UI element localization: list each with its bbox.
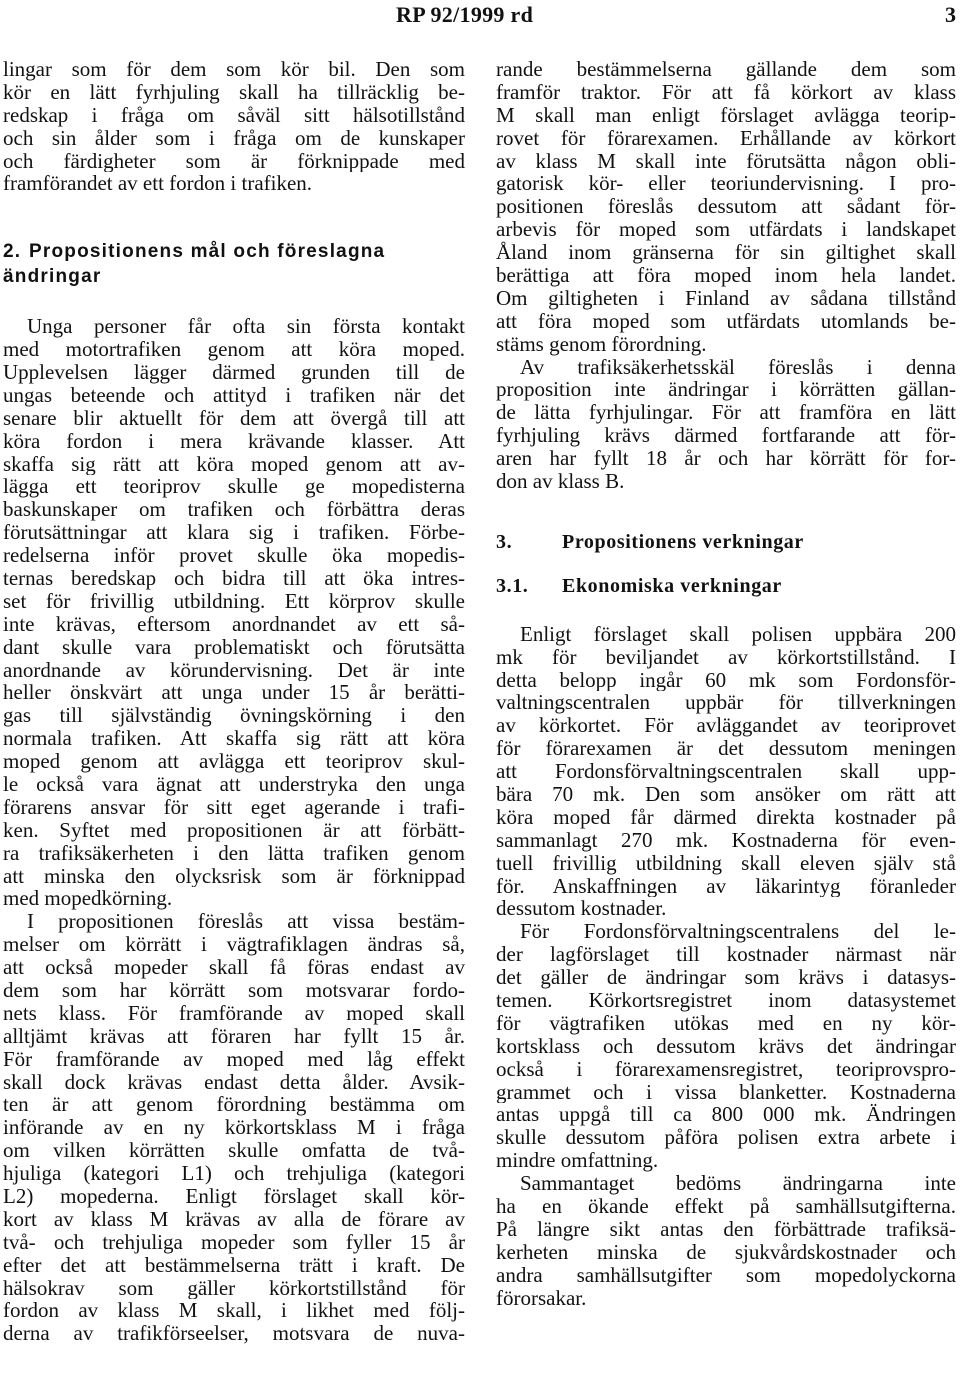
paragraph <box>496 1172 956 1309</box>
text-line: två- och trehjuliga mopeder som fyller 15 år <box>3 1230 465 1254</box>
text-line: att Fordonsförvaltningscentralen skall upp- <box>496 760 956 783</box>
text-line: Upplevelsen lägger därmed grunden till de <box>3 360 465 384</box>
paragraph <box>3 910 465 1345</box>
page-number: 3 <box>945 2 956 27</box>
document-id: RP 92/1999 rd <box>396 2 534 27</box>
section-number: 3.1. <box>496 574 529 597</box>
text-line: ternas beredskap och bidra till att öka intres- <box>3 566 465 590</box>
text-line: och sin ålder som i fråga om de kunskaper <box>3 126 465 150</box>
section-number: 3. <box>496 530 513 553</box>
text-line: kortsklass och dessutom krävs det ändringar <box>496 1034 956 1058</box>
text-line: gatorisk kör- eller teoriundervisning. I pro- <box>496 172 956 196</box>
text-line: nets klass. För framförande av moped skall <box>3 1001 465 1025</box>
text-line: andra samhällsutgifter som mopedolyckorna <box>496 1263 956 1287</box>
text-line: För framförande av moped med låg effekt <box>3 1047 465 1071</box>
text-line: kerheten minska de sjukvårdskostnader och <box>496 1240 956 1264</box>
paragraph <box>3 58 465 195</box>
section-title: Propositionens verkningar <box>562 530 804 553</box>
text-line: På längre sikt antas den förbättrade trafiksä- <box>496 1217 956 1241</box>
text-line: ken. Syftet med propositionen är att förbätt- <box>3 818 465 842</box>
text-line: set för frivillig utbildning. Ett körprov skulle <box>3 589 465 613</box>
text-line: Enligt förslaget skall polisen uppbära 200 <box>520 622 956 646</box>
text-line: mindre omfattning. <box>496 1149 659 1173</box>
text-line: framförandet av ett fordon i trafiken. <box>3 172 313 196</box>
text-line: skall dock krävas endast detta ålder. Avsik- <box>3 1070 465 1094</box>
text-line: hjuliga (kategori L1) och trehjuliga (kategori <box>3 1162 465 1185</box>
text-line: heller önskvärt att unga under 15 år berätti- <box>3 681 465 705</box>
text-line: skaffa sig rätt att köra moped genom att av- <box>3 452 465 476</box>
text-line: efter det att bestämmelserna trätt i kraft. De <box>3 1253 465 1277</box>
text-line: senare blir aktuellt för dem att övergå till att <box>3 406 465 430</box>
text-line: skulle dessutom påföra polisen extra arbete i <box>496 1126 956 1150</box>
text-line: inte krävas, eftersom anordnandet av ett så- <box>3 612 465 636</box>
text-line: le också vara ägnat att understryka den unga <box>3 772 465 796</box>
text-line: förarens ansvar för sitt eget agerande i trafi- <box>3 795 465 819</box>
text-line: temen. Körkortsregistret inom datasystemet <box>496 988 956 1012</box>
text-line: och färdigheter som är förknippade med <box>3 149 465 173</box>
text-line: lingar som för dem som kör bil. Den som <box>3 58 465 81</box>
text-line: rovet för förarexamen. Erhållande av körkort <box>496 126 956 150</box>
text-line: berättiga att föra moped inom hela landet. <box>496 264 956 287</box>
text-line: ten är att genom förordning bestämma om <box>3 1093 465 1117</box>
text-line: att också mopeder skall få föras endast av <box>3 956 465 979</box>
text-line: redelserna inför provet skulle öka mopedis- <box>3 544 465 567</box>
paragraph <box>496 623 956 921</box>
text-line: melser om körrätt i vägtrafiklagen ändras så, <box>3 933 465 957</box>
text-line: bära 70 mk. Den som ansöker om rätt att <box>496 782 956 806</box>
text-line: om vilken körrätten skulle omfatta de två- <box>3 1139 465 1163</box>
text-line: framför traktor. För att få körkort av klass <box>496 80 956 104</box>
text-line: stäms genom förordning. <box>496 332 707 356</box>
text-line: hälsokrav som gäller körkortstillstånd för <box>3 1276 465 1300</box>
text-line: mk för beviljandet av körkortstillstånd. I <box>496 645 956 669</box>
right-column <box>496 58 956 1309</box>
paragraph <box>496 58 956 356</box>
text-line: redskap i fråga om såväl sitt hälsotillstånd <box>3 103 465 127</box>
text-line: för vägtrafiken utökas med en ny kör- <box>496 1011 956 1035</box>
text-line: också i förarexamensregistret, teoriprovspro- <box>496 1057 956 1081</box>
text-line: fordon av klass M skall, i likhet med följ- <box>3 1299 465 1323</box>
text-line: Åland inom gränserna för sin giltighet skall <box>496 241 956 265</box>
section-number: 2. <box>3 241 22 263</box>
text-line: att minska den olycksrisk som är förknippad <box>3 864 465 888</box>
text-line: normala trafiken. Att skaffa sig rätt att köra <box>3 727 465 751</box>
text-line: införande av en ny körkortsklass M i fråga <box>3 1116 465 1140</box>
page-header <box>0 0 960 40</box>
paragraph <box>496 356 956 493</box>
text-line: baskunskaper om trafiken och förbättra deras <box>3 498 465 522</box>
text-line: ha en ökande effekt på samhällsutgifterna. <box>496 1195 956 1218</box>
text-line: köra moped får därmed direkta kostnader på <box>496 805 956 829</box>
section-title: Ekonomiska verkningar <box>562 574 782 597</box>
text-line: att föra moped som utfärdats utomlands be- <box>496 309 956 333</box>
text-line: valtningscentralen uppbär för tillverkningen <box>496 691 956 715</box>
text-line: antas uppgå till ca 800 000 mk. Ändringen <box>496 1103 956 1127</box>
text-line: Unga personer får ofta sin första kontakt <box>27 315 465 339</box>
paragraph <box>496 920 956 1172</box>
text-line: detta belopp ingår 60 mk som Fordonsför- <box>496 668 956 692</box>
text-line: fyrhjuling krävs därmed fortfarande att för- <box>496 424 956 448</box>
text-line: för förarexamen är det dessutom meningen <box>496 737 956 761</box>
text-line: köra fordon i mera krävande klasser. Att <box>3 429 465 453</box>
text-line: grammet och i vissa blanketter. Kostnaderna <box>496 1080 956 1104</box>
text-line: aren har fyllt 18 år och har körrätt för for- <box>496 447 956 471</box>
text-line: anordnande av körundervisning. Det är inte <box>3 658 465 682</box>
text-line: dant skulle vara problematiskt och förutsätta <box>3 635 465 659</box>
text-line: av klass M skall inte förutsätta någon obli- <box>496 149 956 173</box>
text-line: lägga ett teoriprov skulle ge mopedisterna <box>3 475 465 499</box>
text-line: dessutom kostnader. <box>496 897 667 921</box>
text-line: don av klass B. <box>496 470 625 493</box>
text-line: kör en lätt fyrhjuling skall ha tillräcklig be- <box>3 80 465 104</box>
text-line: sammanlagt 270 mk. Kostnaderna för even- <box>496 828 956 852</box>
text-line: med motortrafiken genom att köra moped. <box>3 338 465 361</box>
text-line: I propositionen föreslås att vissa bestäm- <box>27 910 465 934</box>
text-line: för. Anskaffningen av läkarintyg föranleder <box>496 874 956 898</box>
text-line: derna av trafikförseelser, motsvara de nuva- <box>3 1322 465 1346</box>
section-title-line1: Propositionens mål och föreslagna <box>29 241 386 263</box>
text-line: ungas beteende och attityd i trafiken när det <box>3 383 465 407</box>
text-line: tuell frivillig utbildning skall eleven själv stå <box>496 851 956 875</box>
section-title-line2: ändringar <box>3 266 102 288</box>
section-heading-3-1 <box>496 575 956 598</box>
section-heading-3 <box>496 531 956 554</box>
text-line: arbevis för moped som utfärdats i landskapet <box>496 218 956 242</box>
text-line: med mopedkörning. <box>3 887 173 911</box>
text-line: proposition inte ändringar i körrätten gällan- <box>496 378 956 402</box>
paragraph <box>3 315 465 910</box>
text-line: ra trafiksäkerheten i den lätta trafiken genom <box>3 841 465 865</box>
text-line: av körkortet. För avläggandet av teoriprovet <box>496 714 956 738</box>
text-line: För Fordonsförvaltningscentralens del le- <box>520 920 956 944</box>
text-line: Om giltigheten i Finland av sådana tillstånd <box>496 286 956 310</box>
text-line: det gäller de ändringar som krävs i datasys- <box>496 966 956 989</box>
text-line: positionen föreslås dessutom att sådant för- <box>496 195 956 219</box>
left-column <box>3 58 465 1345</box>
text-line: L2) mopederna. Enligt förslaget skall kör- <box>3 1185 465 1208</box>
text-line: M skall man enligt förslaget avlägga teorip- <box>496 103 956 127</box>
text-line: förutsättningar att klara sig i trafiken. Förbe- <box>3 521 465 545</box>
text-line: Sammantaget bedöms ändringarna inte <box>520 1172 956 1195</box>
text-line: Av trafiksäkerhetsskäl föreslås i denna <box>520 355 956 379</box>
text-line: förorsakar. <box>496 1286 587 1310</box>
section-heading-2 <box>3 241 465 264</box>
text-line: moped genom att avlägga ett teoriprov skul- <box>3 750 465 773</box>
text-line: der lagförslaget till kostnader närmast när <box>496 943 956 967</box>
section-heading-2-cont <box>3 266 465 289</box>
text-line: rande bestämmelserna gällande dem som <box>496 58 956 81</box>
text-line: de lätta fyrhjulingar. För att framföra en lätt <box>496 401 956 425</box>
text-line: alltjämt krävas att föraren har fyllt 15 år. <box>3 1024 465 1048</box>
text-line: dem som har körrätt som motsvarar fordo- <box>3 978 465 1002</box>
text-line: gas till självständig övningskörning i den <box>3 704 465 728</box>
text-line: kort av klass M krävas av alla de förare av <box>3 1207 465 1231</box>
